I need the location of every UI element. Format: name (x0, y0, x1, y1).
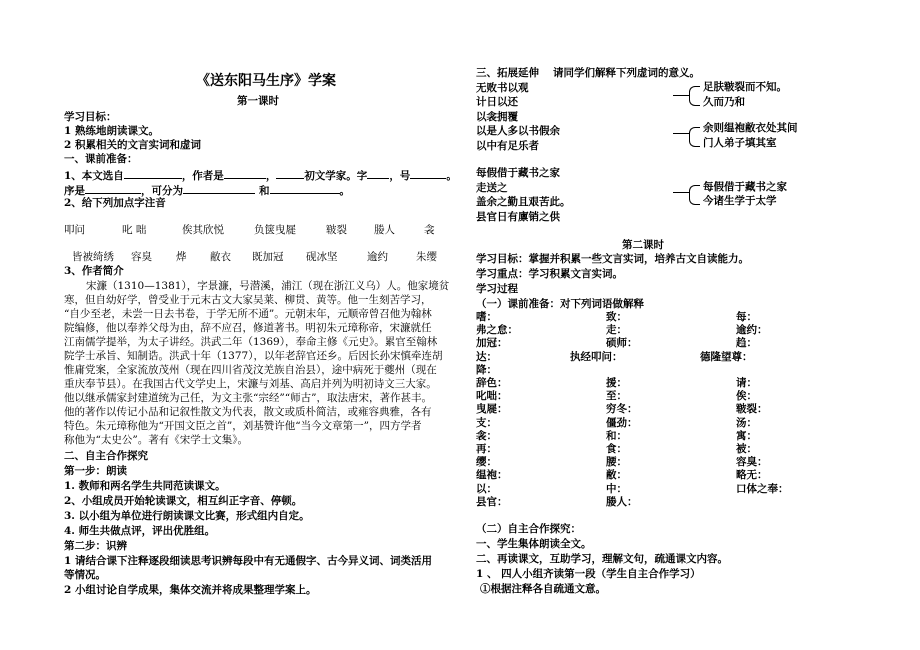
pinyin-word: 既加冠 (252, 251, 284, 263)
blank[interactable] (270, 182, 340, 194)
vocab-term: 请： (736, 377, 757, 389)
question-3: 3、作者简介 (64, 265, 124, 277)
function-word-example: 久而乃和 (703, 96, 745, 108)
step-1-item: 2、小组成员开始轮读课文，相互纠正字音、停顿。 (64, 495, 303, 507)
function-word-sentence: 走送之 (476, 182, 508, 194)
vocab-term: 县官： (476, 495, 508, 508)
function-word-example: 门人弟子填其室 (703, 137, 777, 149)
bio-line: 惟庸党案，全家流放茂州（现在四川省茂汶羌族自治县），途中病死于夔州（现在 (64, 364, 437, 376)
blank[interactable] (410, 167, 446, 179)
vocab-term: 弗之怠： (476, 324, 518, 337)
bio-line: 寒，但自幼好学，曾受业于元末古文大家吴莱、柳贯、黄等。他一生刻苦学习， (64, 294, 432, 306)
goal-2: 2 积累相关的文言实词和虚词 (64, 139, 201, 151)
vocab-term: 媵人： (606, 495, 638, 508)
vocab-term: 达： (476, 350, 497, 363)
prep-heading: 一、课前准备： (64, 153, 138, 165)
lesson1-heading: 第一课时 (237, 95, 279, 107)
vocab-term: 寓： (736, 429, 757, 442)
blank[interactable] (224, 167, 266, 179)
blank[interactable] (276, 167, 304, 179)
question-2: 2、给下列加点字注音 (64, 197, 166, 209)
function-word-sentence: 盖余之勤且艰苦此。 (476, 196, 571, 208)
vocab-term: 致： (606, 311, 627, 323)
goals-heading: 学习目标： (64, 111, 117, 123)
vocab-term: 走： (606, 324, 627, 337)
explore2-heading: （二）自主合作探究： (476, 523, 581, 535)
explore2-item: 二、再读课文，互助学习，理解文句，疏通课文内容。 (476, 553, 728, 565)
bio-line: 重庆奉节县）。在我国古代文学史上，宋濂与刘基、高启并列为明初诗文三大家。 (64, 378, 437, 390)
process-heading: 学习过程 (476, 283, 518, 295)
step-1-heading: 第一步：朗读 (64, 465, 127, 477)
function-word-sentence: 县官日有廪销之供 (476, 211, 560, 223)
bracket (689, 127, 700, 147)
vocab-term: 趋： (736, 337, 757, 350)
vocab-term: 俟： (736, 390, 757, 403)
vocab-term: 腰： (606, 456, 627, 469)
explore-heading: 二、自主合作探究 (64, 450, 148, 462)
pinyin-word: 叱 咄 (122, 224, 147, 236)
bio-line: 院编修，他以奉养父母为由，辞不应召，修道著书。明初朱元璋称帝，宋濂就任 (64, 322, 432, 334)
vocab-term: 至： (606, 390, 627, 403)
doc-title: 《送东阳马生序》学案 (196, 73, 336, 89)
vocab-term: 叱咄： (476, 390, 508, 403)
vocab-term: 口体之奉： (736, 482, 789, 495)
vocab-term: 皲裂： (736, 403, 768, 416)
step-2-item: 2 小组讨论自学成果，集体交流并将成果整理学案上。 (64, 584, 317, 596)
pinyin-word: 烨 (176, 251, 187, 263)
vocab-term: 加冠： (476, 337, 508, 350)
vocab-term: 敝： (606, 469, 627, 482)
vocab-term: 援： (606, 377, 627, 389)
vocab-term: 中： (606, 482, 627, 495)
vocab-term: 汤： (736, 416, 757, 429)
vocab-term: 穷冬： (606, 403, 638, 416)
lesson2-goal: 学习目标：掌握并积累一些文言实词，培养古文自读能力。 (476, 253, 749, 265)
lesson2-focus: 学习重点：学习积累文言实词。 (476, 268, 623, 280)
vocab-term: 食： (606, 443, 627, 455)
bio-line: 称他为“太史公”。著有《宋学士文集》。 (64, 434, 248, 446)
vocab-term: 容臭： (736, 456, 768, 469)
vocab-term: 缨： (476, 456, 497, 469)
blank[interactable] (367, 167, 389, 179)
pinyin-word: 逾约 (367, 251, 388, 263)
vocab-term: 略无： (736, 469, 768, 482)
bio-line: 院学士承旨、知制诰。洪武十年（1377），以年老辞官还乡。后因长孙宋慎牵连胡 (64, 350, 443, 362)
step-2-item: 1 请结合课下注释逐段细读思考识辨每段中有无通假字、古今异义词、词类活用 (64, 555, 432, 567)
step-2-item-continued: 等情况。 (64, 569, 106, 581)
vocab-term: 衾： (476, 429, 497, 442)
pinyin-word: 负箧曳屣 (254, 224, 296, 236)
function-word-sentence: 以衾拥覆 (476, 111, 518, 123)
vocab-term: 缊袍： (476, 469, 508, 482)
step-1-item: 4. 师生共做点评，评出优胜组。 (64, 525, 216, 537)
bracket (689, 86, 700, 106)
function-word-sentence: 以中有足乐者 (476, 140, 539, 152)
vocab-term: 嗜： (476, 311, 497, 323)
vocab-term: 降： (476, 363, 497, 376)
vocab-term: 执经叩问： (570, 350, 623, 363)
bracket-connector (673, 95, 689, 96)
function-word-example: 足肤皲裂而不知。 (703, 81, 787, 93)
vocab-term: 和： (606, 429, 627, 442)
function-word-example: 每假借于藏书之家 (703, 181, 787, 193)
vocab-term: 每： (736, 311, 757, 323)
bio-line: 他的著作以传记小品和记叙性散文为代表，散文或质朴简洁，或雍容典雅，各有 (64, 406, 432, 418)
bio-line: 他以继承儒家封建道统为己任，为文主张“宗经”“师古”，取法唐宋，著作甚丰。 (64, 392, 432, 404)
question-1: 1、本文选自 ，作者是 ， 初文学家。字 ，号 。 (64, 167, 457, 183)
bracket-connector (673, 192, 689, 193)
function-word-sentence: 无败书以观 (476, 82, 529, 94)
pinyin-word: 容臭 (131, 251, 152, 263)
explore2-item: ①根据注释各自疏通文意。 (480, 583, 606, 595)
step-1-item: 1. 教师和两名学生共同范读课文。 (64, 480, 226, 492)
step-1-item: 3. 以小组为单位进行朗读课文比赛，形式组内自定。 (64, 510, 310, 522)
pinyin-word: 皲裂 (326, 224, 347, 236)
function-word-sentence: 计日以还 (476, 96, 518, 108)
vocab-term: 德隆望尊： (700, 350, 753, 363)
vocab-term: 以： (476, 482, 497, 495)
question-1-continued: 序是 ，可分为 和 。 (64, 182, 350, 198)
extension-heading: 三、拓展延伸 请同学们解释下列虚词的意义。 (476, 67, 700, 79)
bracket (689, 185, 700, 205)
function-word-example: 余则缊袍敝衣处其间 (703, 122, 798, 134)
bio-line: “自少至老，未尝一日去书卷，于学无所不通”。元朝末年，元顺帝曾召他为翰林 (64, 308, 432, 320)
lesson2-heading: 第二课时 (622, 239, 664, 251)
pinyin-word: 皆被绮绣 (72, 251, 114, 263)
pinyin-word: 叩问 (64, 224, 85, 236)
function-word-sentence: 以是人多以书假余 (476, 125, 560, 137)
vocab-term: 曳屣： (476, 403, 508, 416)
pinyin-word: 敝衣 (210, 251, 231, 263)
pinyin-word: 媵人 (374, 224, 395, 236)
explore2-item: 一、学生集体朗读全文。 (476, 538, 592, 550)
vocab-heading: （一）课前准备：对下列词语做解释 (476, 298, 644, 310)
pinyin-word: 衾 (424, 224, 435, 236)
function-word-example: 今诸生学于太学 (703, 195, 777, 207)
vocab-term: 再： (476, 443, 497, 455)
pinyin-word: 俟其欣悦 (182, 224, 224, 236)
function-word-sentence: 每假借于藏书之家 (476, 167, 560, 179)
vocab-term: 辞色： (476, 377, 508, 389)
vocab-term: 逾约： (736, 324, 768, 337)
vocab-term: 支： (476, 416, 497, 429)
pinyin-word: 朱缨 (416, 251, 437, 263)
vocab-term: 被： (736, 443, 757, 455)
bio-line: 宋濂（1310—1381），字景濂，号潜溪，浦江（现在浙江义乌）人。他家境贫 (86, 280, 450, 292)
bio-line: 江南儒学提举，为太子讲经。洪武二年（1369），奉命主修《元史》。累官至翰林 (64, 336, 438, 348)
blank[interactable] (183, 182, 255, 194)
bracket-connector (673, 133, 689, 134)
step-2-heading: 第二步：识辨 (64, 540, 127, 552)
explore2-item: 1 、 四人小组齐读第一段（学生自主合作学习） (476, 568, 701, 580)
vocab-term: 僵劲： (606, 416, 638, 429)
vocab-term: 硕师： (606, 337, 638, 350)
blank[interactable] (85, 182, 141, 194)
bio-line: 特色。朱元璋称他为“开国文臣之首”，刘基赞许他“当今文章第一”，四方学者 (64, 420, 422, 432)
blank[interactable] (124, 167, 182, 179)
goal-1: 1 熟练地朗读课文。 (64, 125, 159, 137)
pinyin-word: 砚冰坚 (306, 251, 338, 263)
